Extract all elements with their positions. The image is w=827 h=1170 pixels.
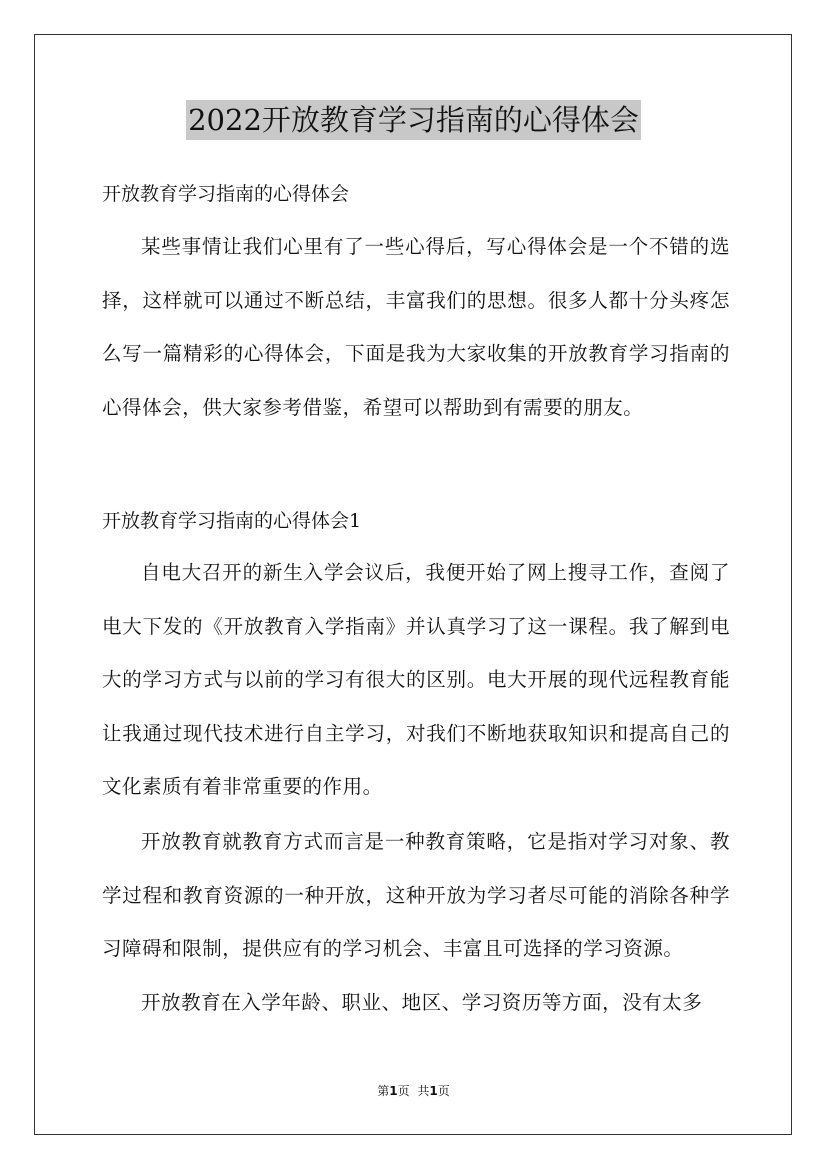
section1-paragraph-3: 开放教育在入学年龄、职业、地区、学习资历等方面，没有太多 [141,991,703,1014]
footer-total-prefix: 共 [417,1084,430,1098]
section1-paragraph-2: 开放教育就教育方式而言是一种教育策略，它是指对学习对象、教学过程和教育资源的一种开放，这种开放为学习者尽可能的消除各种学习障碍和限制，提供应有的学习机会、丰富且可选择的学习资源。 [102,830,730,960]
footer-total-number: 1 [429,1084,438,1098]
footer-page-prefix: 第 [377,1084,390,1098]
title-container [0,100,827,140]
footer-total-suffix: 页 [437,1084,450,1098]
page-footer [0,1083,827,1099]
section1-heading: 开放教育学习指南的心得体会1 [102,510,362,532]
intro-paragraph: 某些事情让我们心里有了一些心得后，写心得体会是一个不错的选择，这样就可以通过不断总结，丰富我们的思想。很多人都十分头疼怎么写一篇精彩的心得体会，下面是我为大家收集的开放教育学习指南的心得体会，供大家参考借鉴，希望可以帮助到有需要的朋友。 [102,235,730,419]
footer-page-suffix: 页 [397,1084,410,1098]
document-title: 2022开放教育学习指南的心得体会 [186,100,641,140]
footer-page-number: 1 [389,1084,398,1098]
section1-paragraph-1: 自电大召开的新生入学会议后，我便开始了网上搜寻工作，查阅了电大下发的《开放教育入学指南》并认真学习了这一课程。我了解到电大的学习方式与以前的学习有很大的区别。电大开展的现代远程教育能让我通过现代技术进行自主学习，对我们不断地获取知识和提高自己的文化素质有着非常重要的作用。 [102,561,730,798]
intro-heading: 开放教育学习指南的心得体会 [102,183,350,205]
